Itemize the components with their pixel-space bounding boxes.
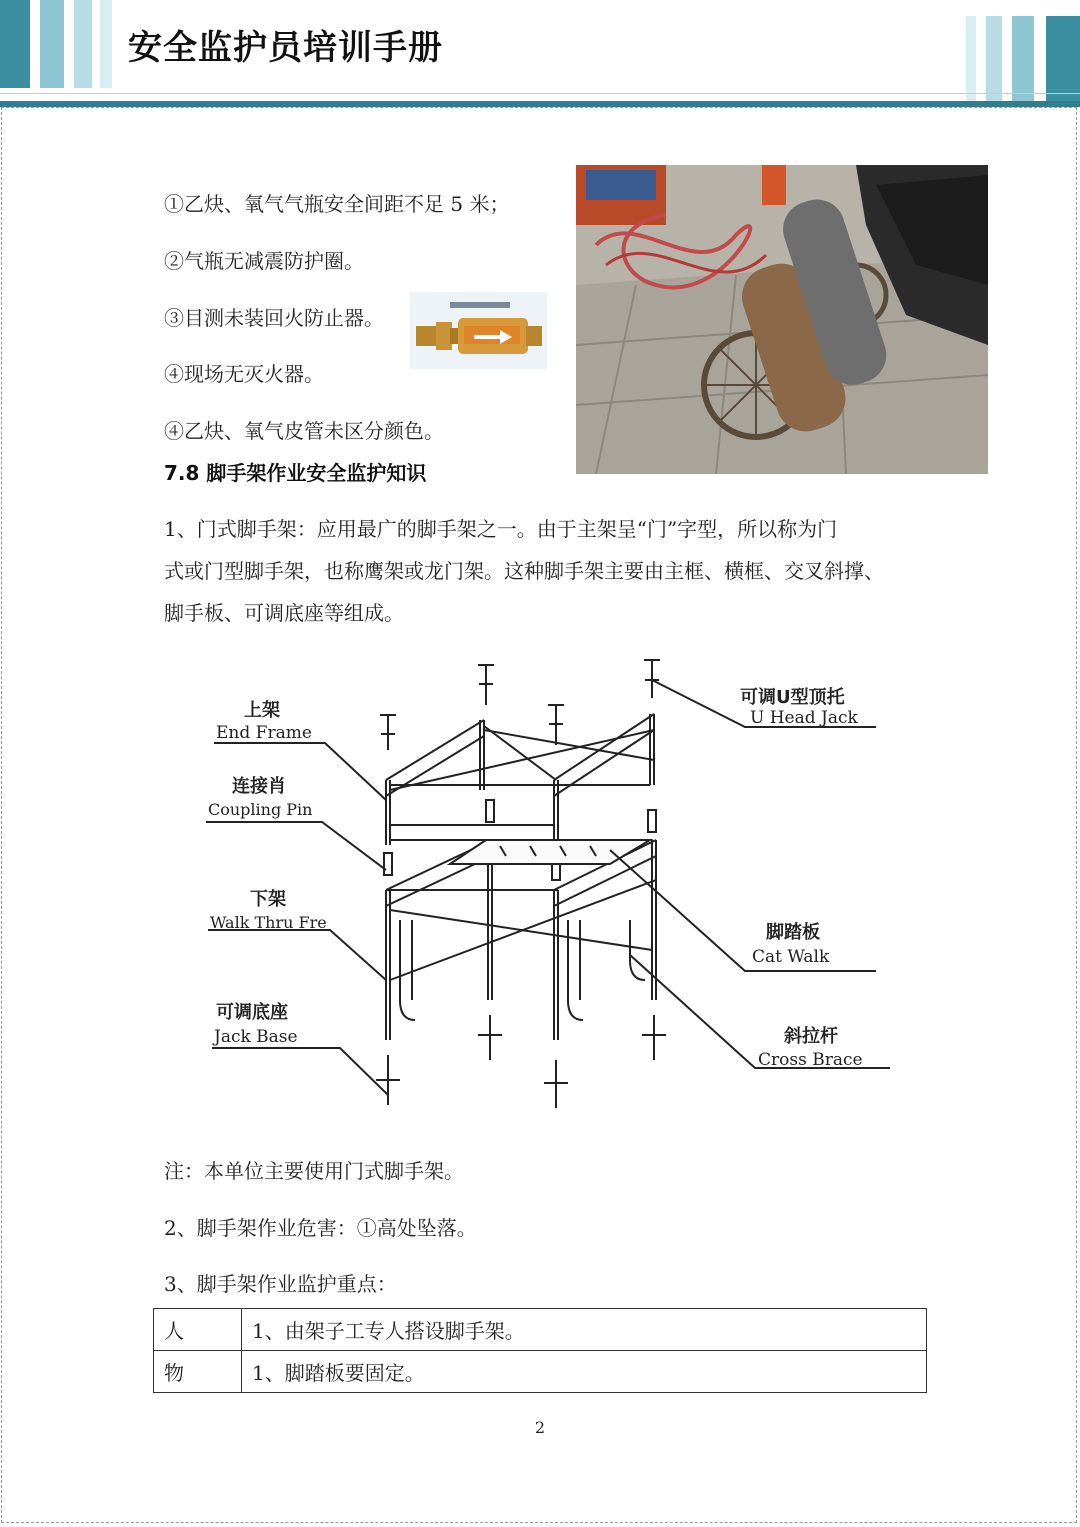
paragraph-line: 1、门式脚手架：应用最广的脚手架之一。由于主架呈“门”字型，所以称为门 [164, 517, 838, 541]
list-item: ①乙炔、氧气气瓶安全间距不足 5 米； [164, 192, 510, 216]
keypoints-table [153, 1308, 927, 1393]
label-end-frame-en: End Frame [216, 723, 312, 743]
header-divider-thin [0, 93, 1080, 94]
paragraph [164, 508, 924, 634]
header-stripe [0, 0, 30, 88]
label-cross-brace-en: Cross Brace [758, 1050, 863, 1070]
label-jack-base-en: Jack Base [214, 1027, 298, 1047]
flashback-arrestor-image [410, 292, 547, 369]
page-number: 2 [534, 1418, 546, 1437]
table-cell-value: 1、脚踏板要固定。 [242, 1351, 927, 1393]
label-jack-base-cn: 可调底座 [216, 1002, 288, 1023]
label-walk-thru-cn: 下架 [250, 889, 286, 910]
label-walk-thru-en: Walk Thru Fre [210, 913, 327, 932]
table-row [154, 1351, 927, 1393]
paragraph-line: 式或门型脚手架，也称鹰架或龙门架。这种脚手架主要由主框、横框、交叉斜撑、 [164, 559, 884, 583]
header-stripe [74, 0, 92, 88]
label-coupling-pin-en: Coupling Pin [208, 800, 313, 819]
label-u-head-en: U Head Jack [750, 708, 858, 728]
scaffold-diagram [200, 650, 920, 1120]
list-item: ②气瓶无减震防护圈。 [164, 249, 364, 273]
table-cell-key: 人 [154, 1309, 242, 1351]
keypoints-heading: 3、脚手架作业监护重点： [164, 1272, 397, 1296]
table-row [154, 1309, 927, 1351]
header-stripe [1012, 16, 1034, 104]
header-stripe [1046, 16, 1080, 104]
label-end-frame-cn: 上架 [244, 700, 280, 721]
table-cell-value: 1、由架子工专人搭设脚手架。 [242, 1309, 927, 1351]
label-cat-walk-en: Cat Walk [752, 947, 830, 967]
document-title: 安全监护员培训手册 [128, 28, 443, 68]
label-cross-brace-cn: 斜拉杆 [784, 1026, 838, 1047]
header-stripe [966, 16, 976, 104]
hazard-text: 2、脚手架作业危害：①高处坠落。 [164, 1216, 477, 1240]
label-cat-walk-cn: 脚踏板 [766, 922, 820, 943]
table-cell-key: 物 [154, 1351, 242, 1393]
list-item: ④乙炔、氧气皮管未区分颜色。 [164, 419, 444, 443]
label-coupling-pin-cn: 连接肖 [232, 776, 286, 797]
section-heading: 7.8 脚手架作业安全监护知识 [164, 461, 427, 485]
list-item: ④现场无灭火器。 [164, 362, 324, 386]
header-stripe [40, 0, 64, 88]
gas-cylinder-cart-photo [576, 165, 988, 474]
label-u-head-cn: 可调U型顶托 [740, 687, 845, 708]
header-stripe [986, 16, 1002, 104]
paragraph-line: 脚手板、可调底座等组成。 [164, 601, 404, 625]
list-item: ③目测未装回火防止器。 [164, 306, 384, 330]
note-text: 注：本单位主要使用门式脚手架。 [164, 1159, 464, 1183]
header-stripe [100, 0, 112, 88]
